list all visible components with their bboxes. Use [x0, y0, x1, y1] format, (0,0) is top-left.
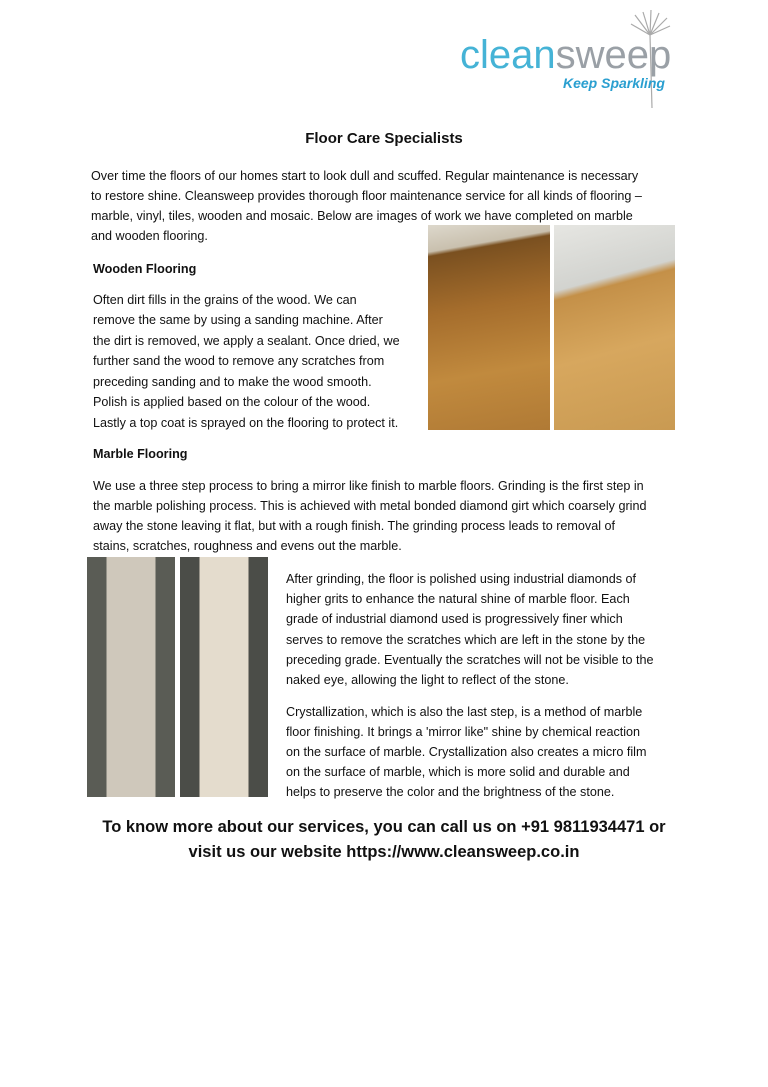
text-line: Over time the floors of our homes start to look dull and scuffed. Regular maintenance is necessary [91, 169, 639, 183]
wood-floor-after-photo [554, 225, 675, 430]
text-line: We use a three step process to bring a mirror like finish to marble floors. Grinding is the first step in [93, 479, 644, 493]
text-line: and wooden flooring. [91, 229, 208, 243]
text-line: After grinding, the floor is polished using industrial diamonds of [286, 572, 637, 586]
text-line: the dirt is removed, we apply a sealant. Once dried, we [93, 334, 400, 348]
text-line: to restore shine. Cleansweep provides thorough floor maintenance service for all kinds of flooring – [91, 189, 642, 203]
text-line: remove the same by using a sanding machine. After [93, 313, 383, 327]
marble-heading: Marble Flooring [93, 447, 188, 461]
cleansweep-logo [455, 10, 685, 110]
text-line: stains, scratches, roughness and evens out the marble. [93, 539, 402, 553]
svg-text:Keep Sparkling: Keep Sparkling [563, 75, 665, 91]
website-call-to-action: visit us our website https://www.cleansweep.co.in [188, 843, 580, 861]
text-line: grade of industrial diamond used is progressively finer which [286, 612, 623, 626]
text-line: Crystallization, which is also the last step, is a method of marble [286, 705, 643, 719]
text-line: further sand the wood to remove any scratches from [93, 354, 385, 368]
text-line: Often dirt fills in the grains of the wood. We can [93, 293, 357, 307]
wood-floor-before-photo [428, 225, 550, 430]
wooden-heading: Wooden Flooring [93, 262, 197, 276]
text-line: Lastly a top coat is sprayed on the flooring to protect it. [93, 416, 399, 430]
text-line: marble, vinyl, tiles, wooden and mosaic. Below are images of work we have completed on marble [91, 209, 633, 223]
marble-floor-after-photo [180, 557, 268, 797]
text-line: on the surface of marble. Crystallization also creates a micro film [286, 745, 647, 759]
text-line: away the stone leaving it flat, but with a rough finish. The grinding process leads to removal of [93, 519, 616, 533]
text-line: on the surface of marble, which is more solid and durable and [286, 765, 630, 779]
svg-text:cleansweep: cleansweep [460, 33, 672, 77]
text-line: the marble polishing process. This is achieved with metal bonded diamond girt which coarsely grind [93, 499, 647, 513]
text-line: higher grits to enhance the natural shine of marble floor. Each [286, 592, 630, 606]
marble-floor-before-photo [87, 557, 175, 797]
text-line: serves to remove the scratches which are left in the stone by the [286, 633, 646, 647]
text-line: Polish is applied based on the colour of the wood. [93, 395, 371, 409]
text-line: helps to preserve the color and the brightness of the stone. [286, 785, 615, 799]
text-line: floor finishing. It brings a 'mirror like" shine by chemical reaction [286, 725, 641, 739]
text-line: naked eye, allowing the light to reflect of the stone. [286, 673, 569, 687]
contact-call-to-action: To know more about our services, you can call us on +91 9811934471 or [102, 818, 666, 836]
text-line: preceding grade. Eventually the scratches will not be visible to the [286, 653, 654, 667]
page-title: Floor Care Specialists [305, 130, 463, 147]
text-line: preceding sanding and to make the wood smooth. [93, 375, 372, 389]
